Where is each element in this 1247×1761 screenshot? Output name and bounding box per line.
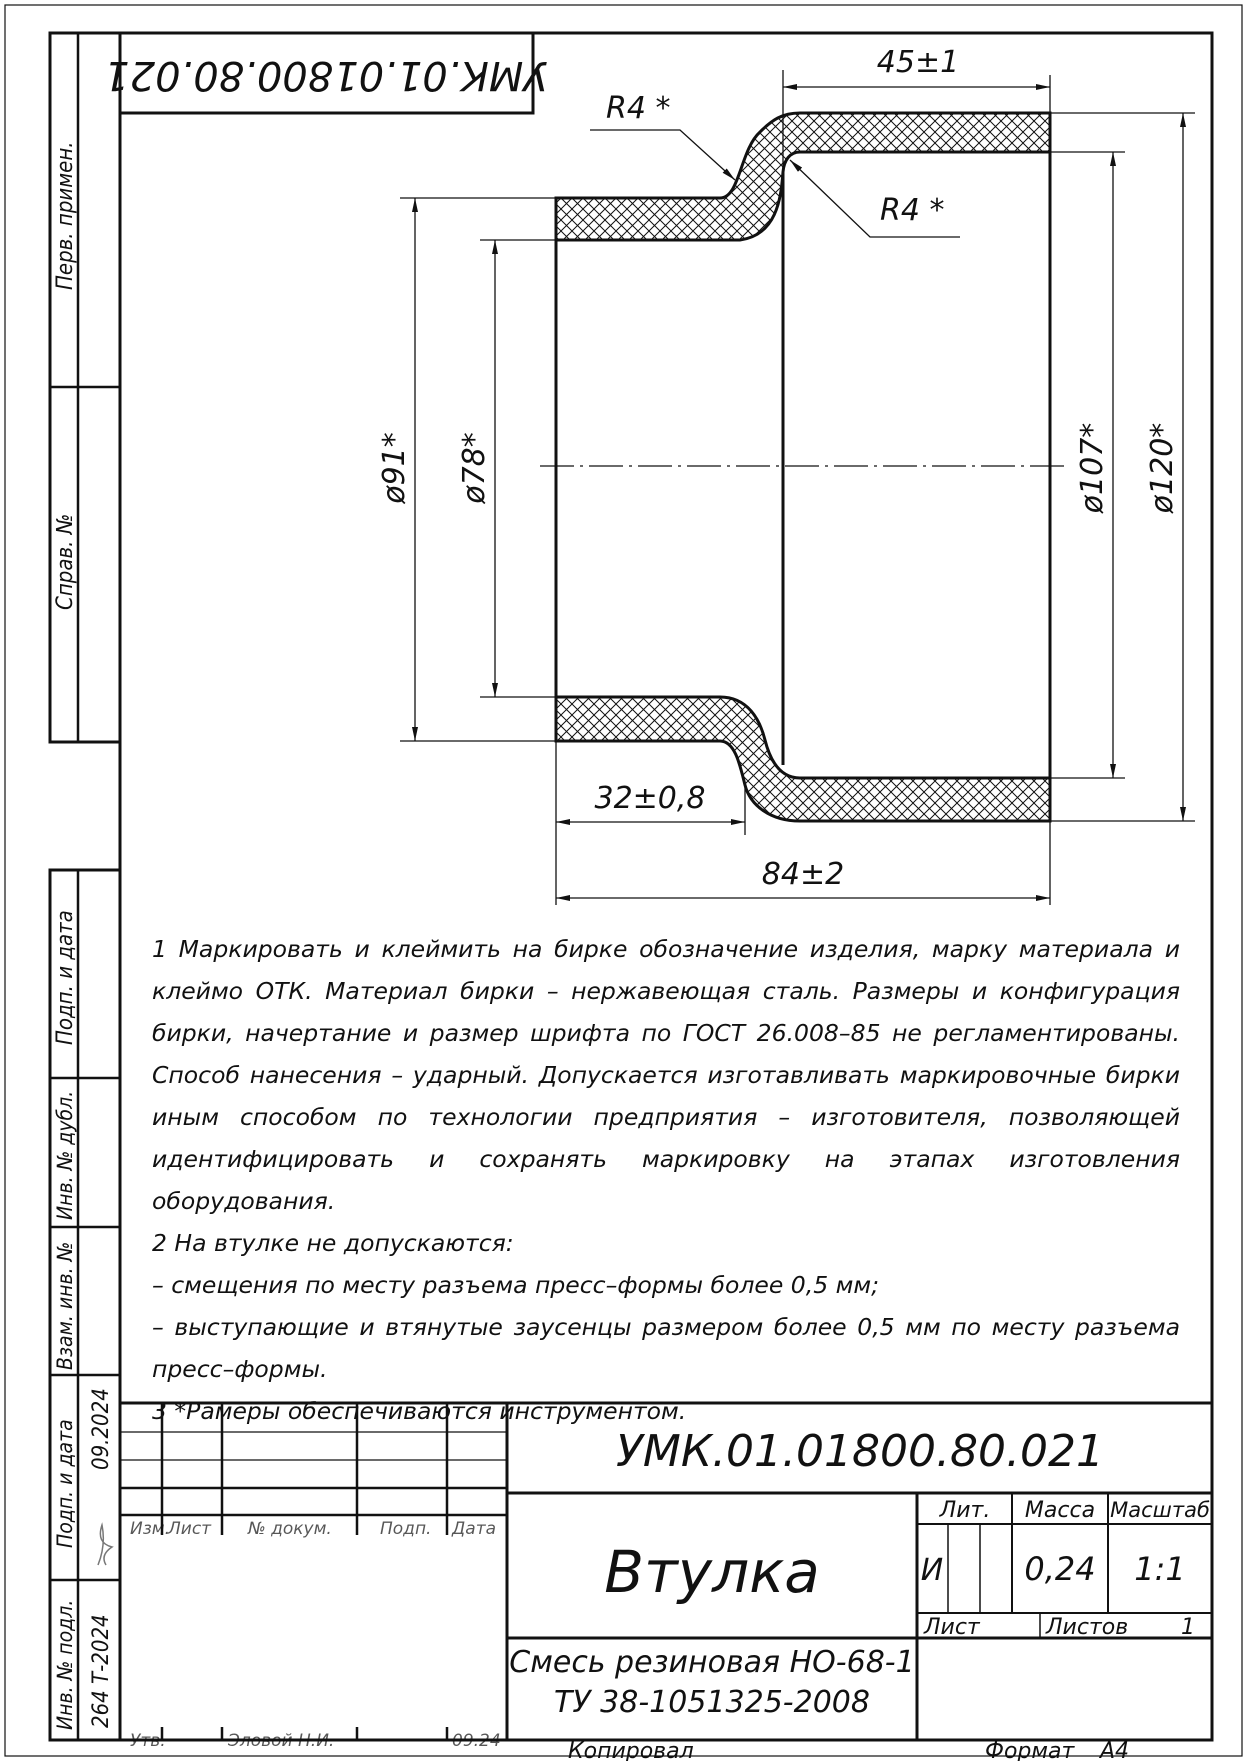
podp-data-top-label: Подп. и дата — [53, 910, 78, 1045]
inv-dubl-label: Инв. № дубл. — [53, 1090, 77, 1220]
lit-value: И — [920, 1553, 944, 1588]
inner-frame — [120, 33, 1212, 1740]
scale-header: Масштаб — [1110, 1498, 1210, 1522]
date-value: 09.2024 — [89, 1388, 114, 1470]
title-block-text — [509, 1426, 1210, 1761]
dim-78: ø78* — [457, 432, 492, 504]
dim-r4-right: R4 * — [880, 193, 945, 228]
signature-mark — [98, 1525, 112, 1565]
code-rotated-text: УМК.01.01800.80.021 — [104, 52, 548, 98]
side-strip-labels — [53, 141, 114, 1730]
mass-value: 0,24 — [1024, 1550, 1096, 1588]
col-doc: № докум. — [248, 1519, 332, 1539]
dim-84: 84±2 — [761, 857, 845, 892]
row-person: Эловой Н.И. — [228, 1731, 335, 1751]
copied-label: Копировал — [568, 1739, 694, 1761]
scale-value: 1:1 — [1134, 1550, 1186, 1588]
code-box-rotated — [104, 33, 548, 113]
dim-r4-left: R4 * — [606, 91, 671, 126]
material-line-2: ТУ 38-1051325-2008 — [554, 1685, 870, 1720]
inv-podl-label: Инв. № подл. — [53, 1599, 77, 1730]
row-date: 09.24 — [452, 1731, 501, 1751]
note-1: 1 Маркировать и клеймить на бирке обозначение изделия, марку материала и клеймо ОТК. Материал бирки – нержавеющая сталь. Размеры и конфигурация бирки, начертание и размер шрифта по ГОСТ 26.008–85 не регламентированы. Способ нанесения – ударный. Допускается изготавливать маркировочные бирки иным способом по технологии предприятия – изготовителя, позволяющей идентифицировать и сохранять маркировку на этапах изготовления оборудования. — [152, 935, 1180, 1215]
document-code: УМК.01.01800.80.021 — [616, 1426, 1104, 1477]
note-2a: – смещения по месту разъема пресс–формы более 0,5 мм; — [152, 1271, 879, 1299]
technical-notes — [152, 928, 1180, 1432]
podp-data-bottom-label: Подп. и дата — [53, 1419, 77, 1548]
note-2b: – выступающие и втянутые заусенцы размером более 0,5 мм по месту разъема пресс–формы. — [152, 1313, 1180, 1383]
upper-wall-section — [556, 113, 1050, 240]
mass-header: Масса — [1024, 1498, 1096, 1523]
material-line-1: Смесь резиновая НО-68-1 — [509, 1645, 915, 1680]
vzam-inv-label: Взам. инв. № — [53, 1241, 77, 1370]
sheets-value: 1 — [1181, 1615, 1195, 1640]
col-data: Дата — [452, 1519, 497, 1539]
sprav-label: Справ. № — [53, 513, 78, 610]
format-value: А4 — [1100, 1739, 1130, 1761]
note-3: 3 *Рамеры обеспечиваются инструментом. — [152, 1397, 687, 1425]
document-title: Втулка — [604, 1538, 820, 1606]
perv-primen-label: Перв. примен. — [53, 141, 78, 290]
format-label: Формат — [985, 1739, 1075, 1761]
dim-120: ø120* — [1145, 422, 1180, 514]
lit-header: Лит. — [939, 1498, 991, 1523]
col-list: Лист — [168, 1519, 212, 1539]
note-2: 2 На втулке не допускаются: — [152, 1229, 514, 1257]
col-izm: Изм. — [130, 1519, 170, 1539]
col-podp: Подп. — [380, 1519, 432, 1539]
inv-podl-value: 264 Т-2024 — [89, 1614, 114, 1728]
dim-45: 45±1 — [876, 45, 960, 80]
redacted-area — [124, 1535, 502, 1727]
part-section — [540, 113, 1070, 821]
dim-91: ø91* — [377, 432, 412, 504]
row-utv: Утв. — [130, 1731, 166, 1751]
dim-32: 32±0,8 — [594, 781, 706, 816]
dim-107: ø107* — [1075, 422, 1110, 514]
sheets-label: Листов — [1046, 1615, 1129, 1640]
sheet-label: Лист — [924, 1615, 980, 1640]
